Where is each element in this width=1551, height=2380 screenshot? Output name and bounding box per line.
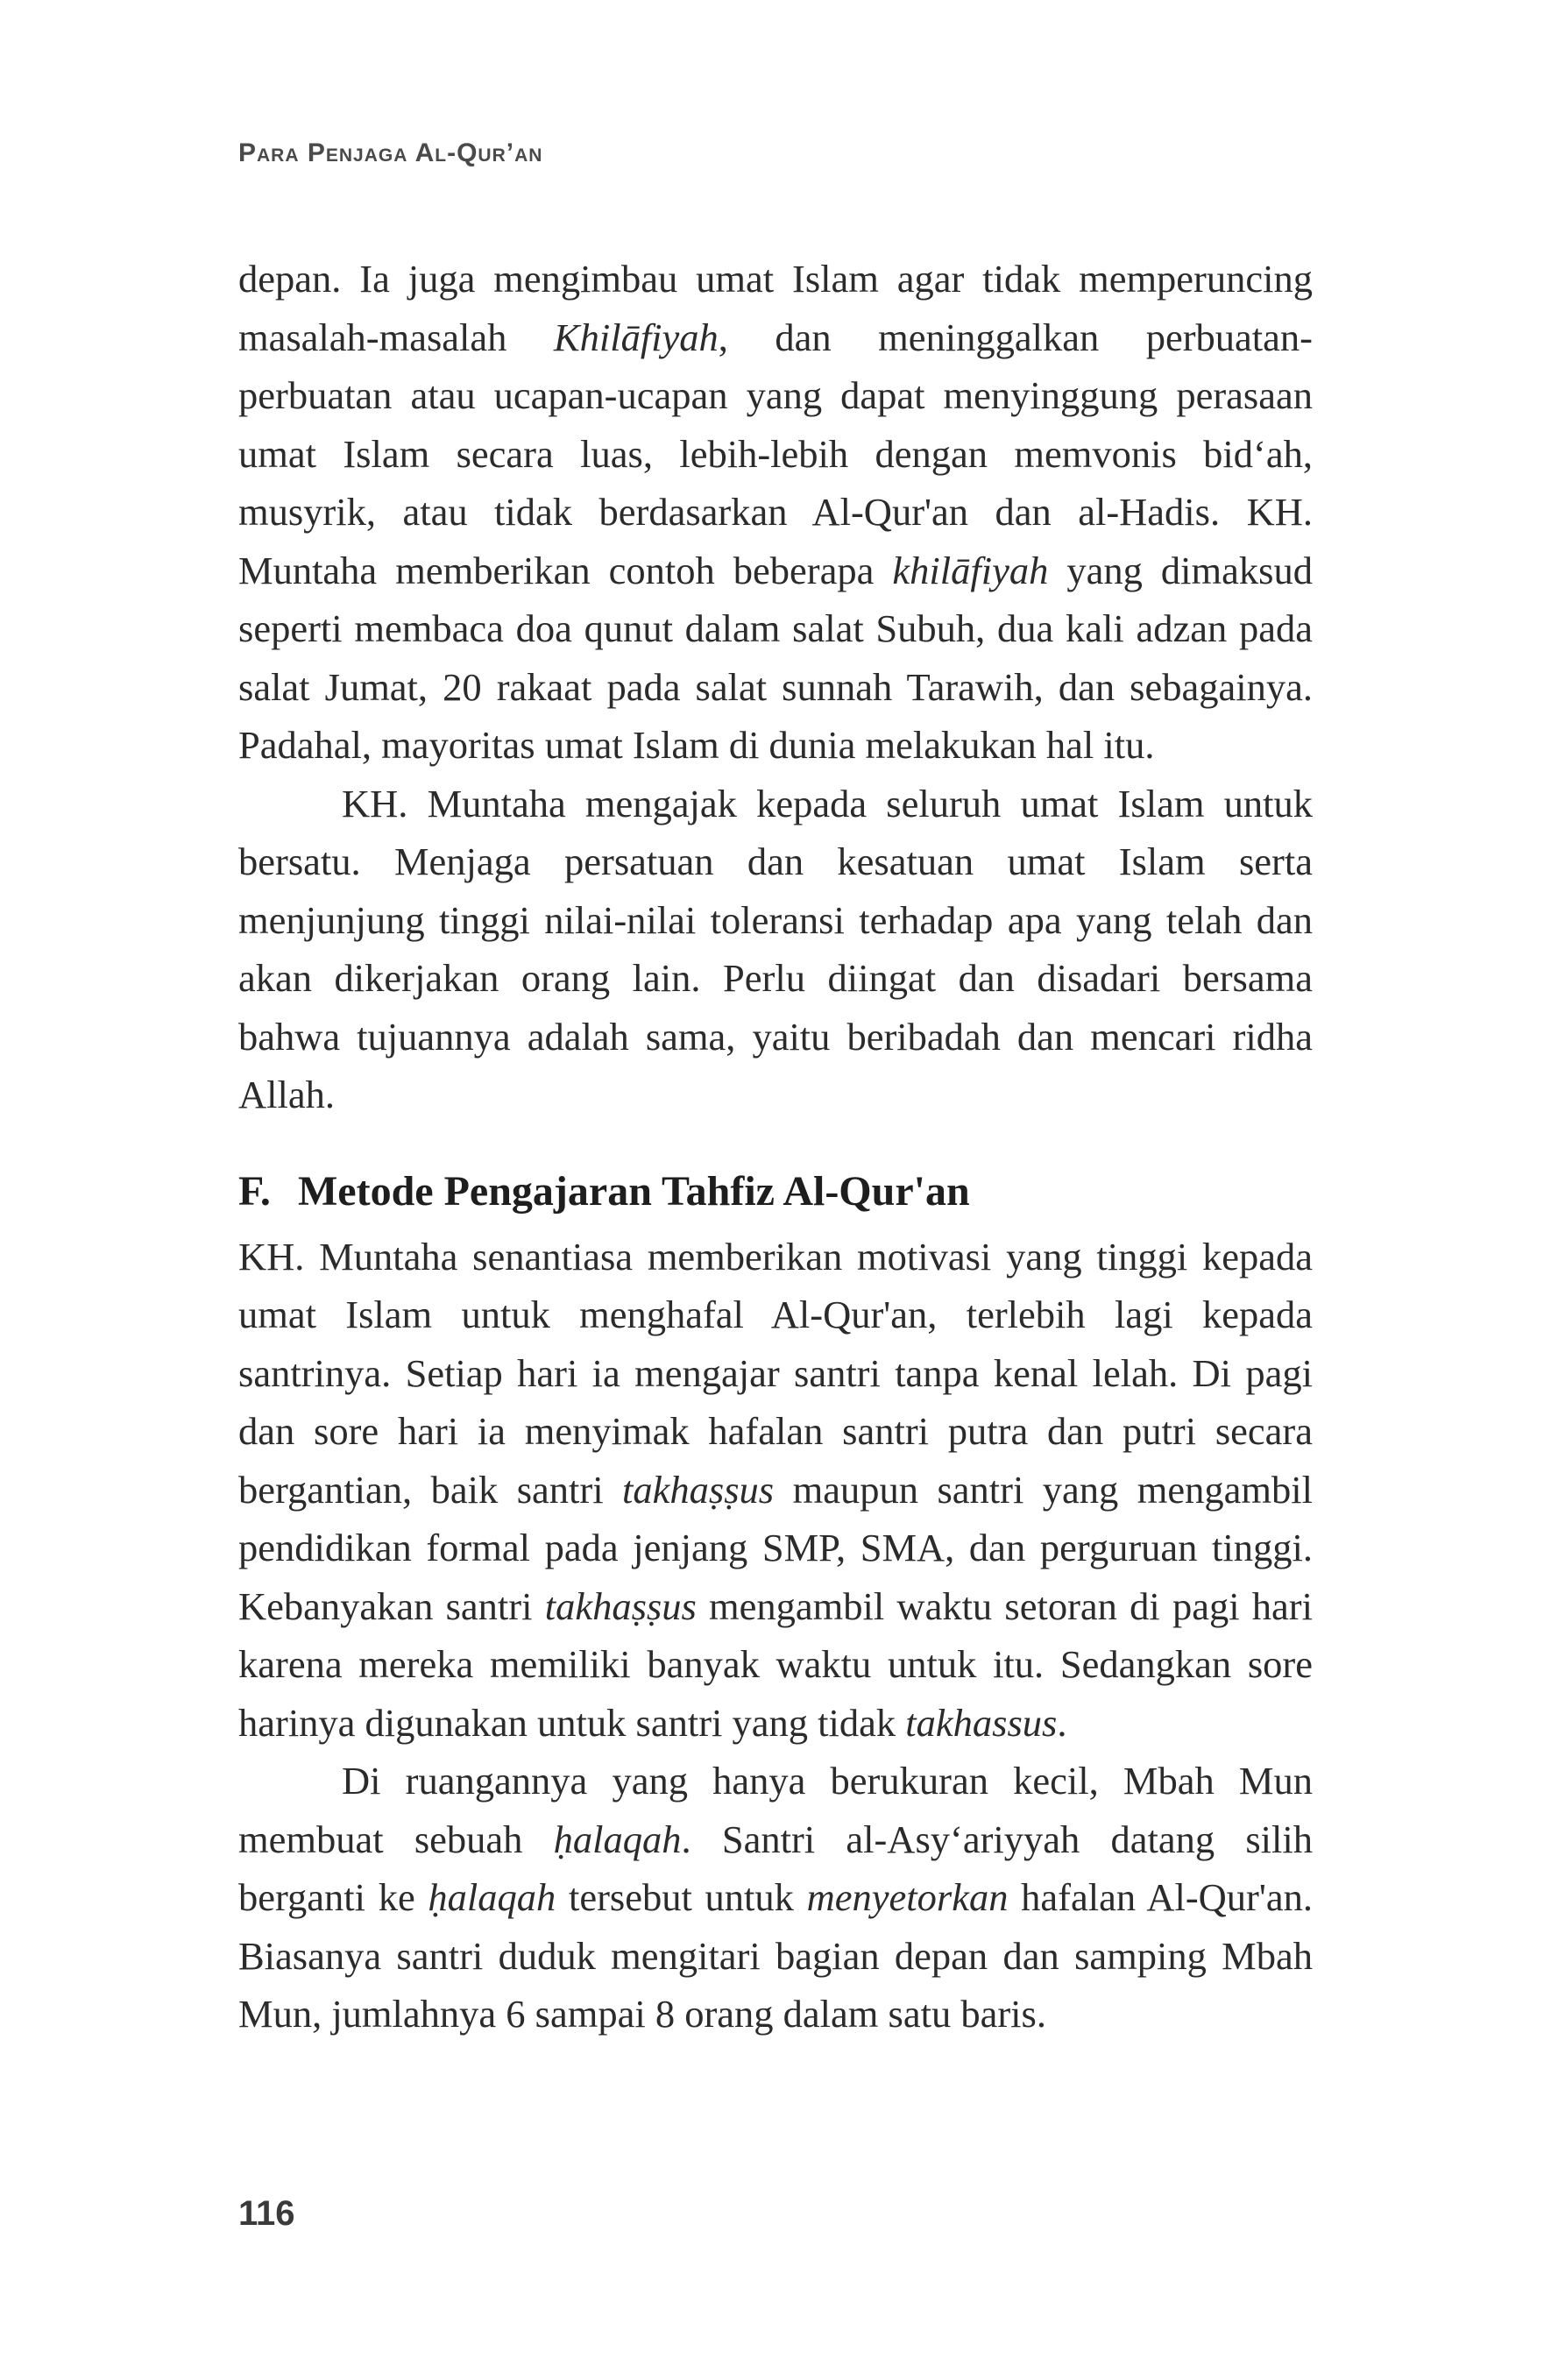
paragraph-2: KH. Muntaha mengajak kepada seluruh umat Islam untuk bersatu. Menjaga persatuan dan kesatuan umat Islam serta menjunjung tinggi nilai-nilai toleransi terhadap apa yang telah dan akan dikerjakan orang lain. Perlu diingat dan disadari bersama bahwa tujuannya adalah sama, yaitu beribadah dan mencari ridha Allah. <box>238 781 1313 1116</box>
body-text <box>238 250 1313 2044</box>
paragraph-4-text-2: . Santri al-Asy‘ariyyah datang silih berganti ke <box>238 1817 1313 1919</box>
term-khilafiyah-1: Khilāfiyah <box>553 315 719 359</box>
paragraph-3-text-2: maupun santri yang mengambil pendidikan formal pada jenjang SMP, SMA, dan perguruan tinggi. Kebanyakan santri <box>238 1467 1313 1628</box>
term-takhassus-3: takhassus <box>905 1700 1058 1745</box>
paragraph-1-text-2: , dan meninggalkan perbuatan-perbuatan atau ucapan-ucapan yang dapat menyinggung perasaan umat Islam secara luas, lebih-lebih dengan memvonis bid‘ah, musyrik, atau tidak berdasarkan Al-Qur'an dan al-Hadis. KH. Muntaha memberikan contoh beberapa <box>238 315 1313 592</box>
paragraph-1-text-3: yang dimaksud seperti membaca doa qunut dalam salat Subuh, dua kali adzan pada salat Jumat, 20 rakaat pada salat sunnah Tarawih, dan sebagainya. Padahal, mayoritas umat Islam di dunia melakukan hal itu. <box>238 548 1313 767</box>
paragraph-4 <box>238 1752 1313 2044</box>
term-menyetorkan: menyetorkan <box>806 1875 1009 1919</box>
running-head: Para Penjaga Al-Qur’an <box>238 138 543 167</box>
paragraph-3 <box>238 1228 1313 1753</box>
term-halaqah-2: ḥalaqah <box>428 1875 556 1919</box>
term-halaqah-1: ḥalaqah <box>553 1817 682 1861</box>
paragraph-3-text-3: mengambil waktu setoran di pagi hari karena mereka memiliki banyak waktu untuk itu. Sedangkan sore harinya digunakan untuk santri yang tidak <box>238 1583 1313 1745</box>
paragraph-4-text-1: Di ruangannya yang hanya berukuran kecil, Mbah Mun membuat sebuah <box>238 1759 1313 1861</box>
paragraph-4-text-3: tersebut untuk <box>556 1875 807 1919</box>
page-number: 116 <box>238 2194 295 2233</box>
term-takhassus-1: takhaṣṣus <box>622 1467 775 1512</box>
term-khilafiyah-2: khilāfiyah <box>892 548 1049 592</box>
paragraph-3-text-4: . <box>1057 1700 1067 1745</box>
paragraph-1-text-1: depan. Ia juga mengimbau umat Islam agar tidak memperuncing masalah-masalah <box>238 257 1313 359</box>
paragraph-4-text-4: hafalan Al-Qur'an. Biasanya santri duduk mengitari bagian depan dan samping Mbah Mun, jumlahnya 6 sampai 8 orang dalam satu baris. <box>238 1875 1314 2036</box>
section-title: Metode Pengajaran Tahfiz Al-Qur'an <box>298 1167 970 1215</box>
paragraph-1 <box>238 250 1313 775</box>
paragraph-3-text-1: KH. Muntaha senantiasa memberikan motivasi yang tinggi kepada umat Islam untuk menghafal Al-Qur'an, terlebih lagi kepada santrinya. Setiap hari ia mengajar santri tanpa kenal lelah. Di pagi dan sore hari ia menyimak hafalan santri putra dan putri secara bergantian, baik santri <box>238 1234 1313 1512</box>
section-letter: F. <box>238 1167 271 1215</box>
term-takhassus-2: takhaṣṣus <box>544 1583 697 1628</box>
section-heading <box>238 1163 1313 1221</box>
